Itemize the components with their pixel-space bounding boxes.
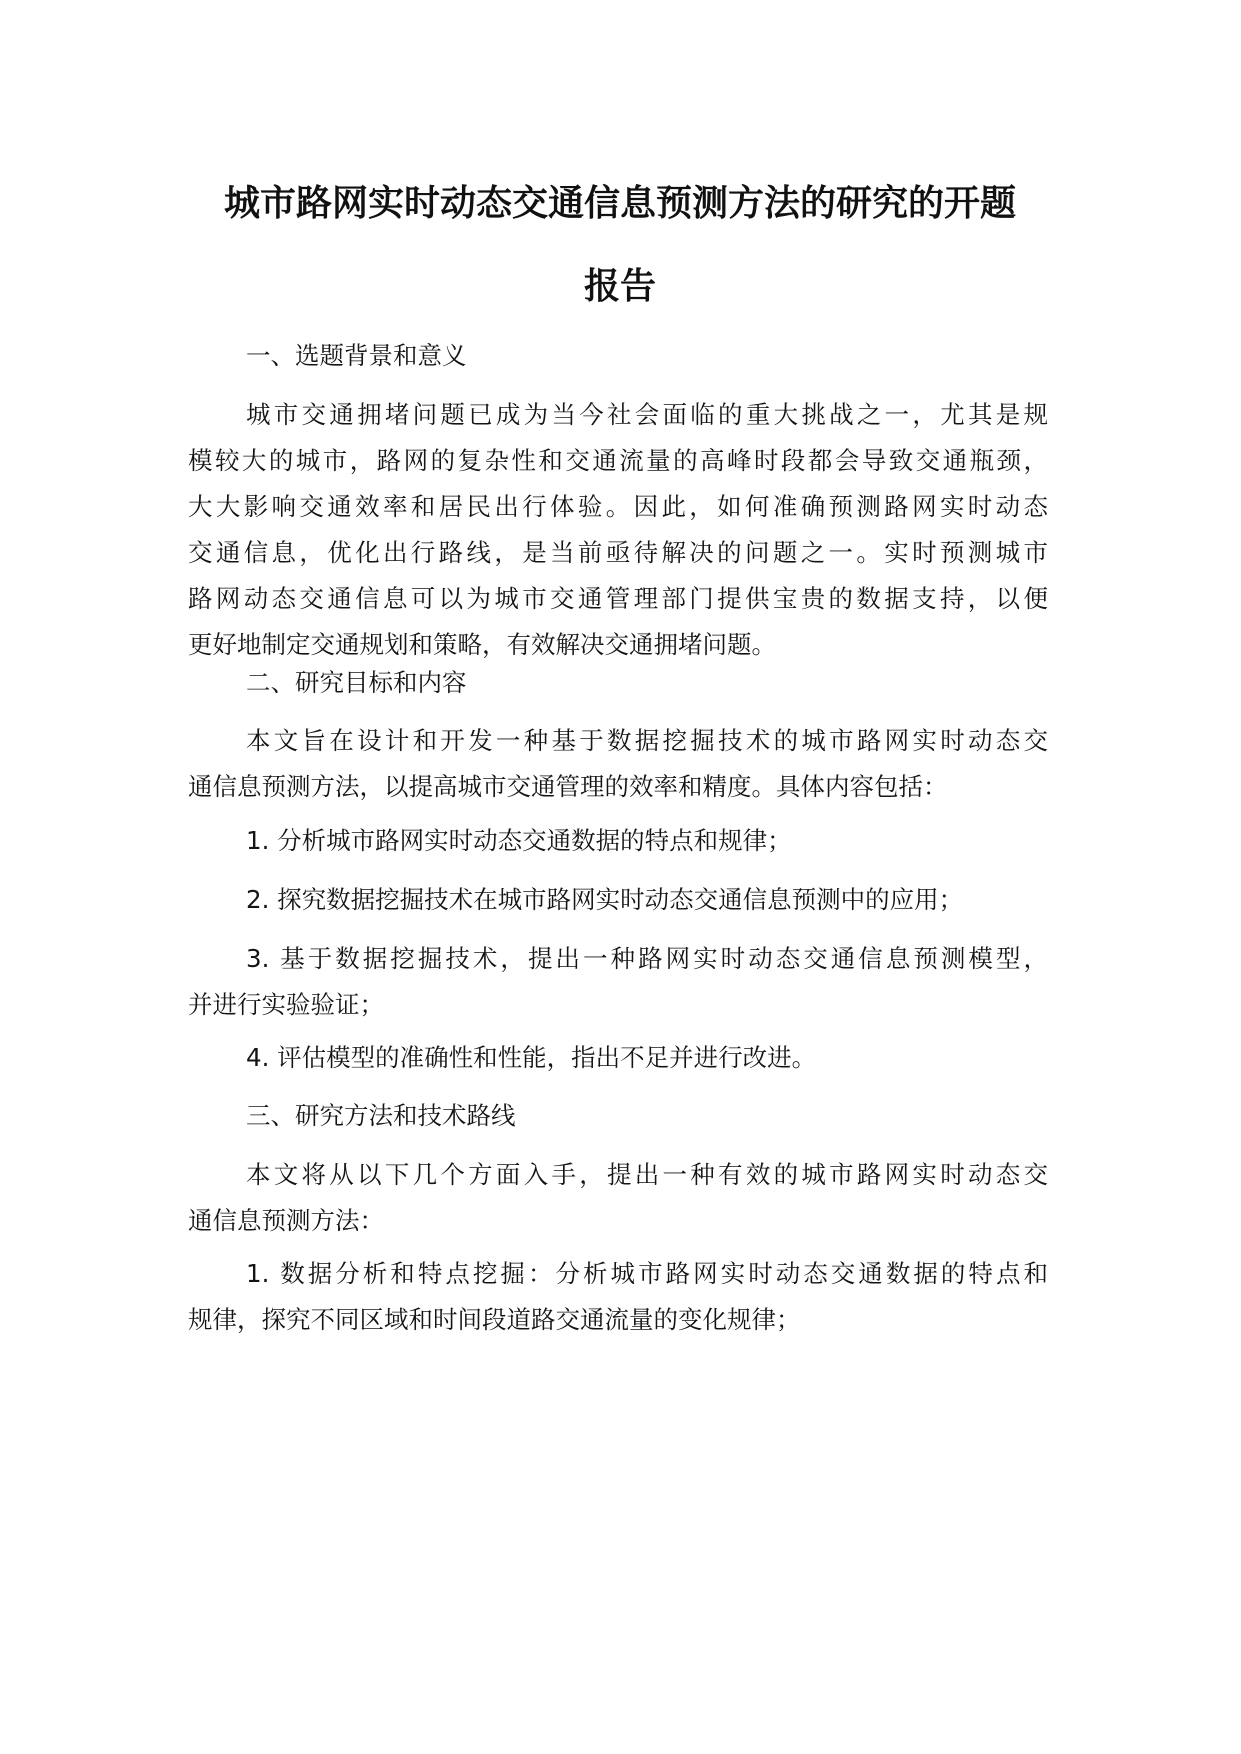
paragraph-line: 3. 基于数据挖掘技术，提出一种路网实时动态交通信息预测模型， — [246, 944, 1048, 973]
paragraph-line: 路网动态交通信息可以为城市交通管理部门提供宝贵的数据支持，以便 — [188, 584, 1048, 613]
paragraph-line: 规律，探究不同区域和时间段道路交通流量的变化规律； — [188, 1305, 801, 1334]
paragraph-line: 大大影响交通效率和居民出行体验。因此，如何准确预测路网实时动态 — [188, 492, 1048, 521]
paragraph-line: 本文旨在设计和开发一种基于数据挖掘技术的城市路网实时动态交 — [246, 726, 1048, 755]
body-paragraph-goals — [188, 718, 1048, 810]
paragraph-line: 交通信息，优化出行路线，是当前亟待解决的问题之一。实时预测城市 — [188, 538, 1048, 567]
paragraph-line: 并进行实验验证； — [188, 990, 384, 1019]
paragraph-line: 1. 分析城市路网实时动态交通数据的特点和规律； — [246, 826, 792, 855]
list-item-goal-2 — [188, 877, 1048, 923]
paragraph-line: 模较大的城市，路网的复杂性和交通流量的高峰时段都会导致交通瓶颈， — [188, 446, 1048, 475]
section-heading-1 — [188, 333, 1048, 379]
list-item-method-1 — [188, 1251, 1048, 1343]
paragraph-line: 2. 探究数据挖掘技术在城市路网实时动态交通信息预测中的应用； — [246, 885, 964, 914]
paragraph-line: 更好地制定交通规划和策略，有效解决交通拥堵问题。 — [188, 630, 776, 659]
paragraph-line: 二、研究目标和内容 — [246, 668, 467, 697]
paragraph-line: 通信息预测方法： — [188, 1206, 384, 1235]
body-paragraph-methods — [188, 1152, 1048, 1244]
paragraph-line: 4. 评估模型的准确性和性能，指出不足并进行改进。 — [246, 1043, 817, 1072]
paragraph-line: 一、选题背景和意义 — [246, 341, 467, 370]
list-item-goal-3 — [188, 936, 1048, 1028]
section-heading-3 — [188, 1093, 1048, 1139]
paragraph-line: 通信息预测方法，以提高城市交通管理的效率和精度。具体内容包括： — [188, 772, 948, 801]
body-paragraph-background — [188, 392, 1048, 668]
list-item-goal-1 — [188, 818, 1048, 864]
section-heading-2 — [188, 660, 1048, 706]
document-title-line-1: 城市路网实时动态交通信息预测方法的研究的开题 — [223, 183, 1016, 224]
paragraph-line: 城市交通拥堵问题已成为当今社会面临的重大挑战之一，尤其是规 — [246, 400, 1048, 429]
list-item-goal-4 — [188, 1035, 1048, 1081]
paragraph-line: 本文将从以下几个方面入手，提出一种有效的城市路网实时动态交 — [246, 1160, 1048, 1189]
paragraph-line: 三、研究方法和技术路线 — [246, 1101, 516, 1130]
document-title-line-2: 报告 — [583, 266, 656, 307]
paragraph-line: 1. 数据分析和特点挖掘：分析城市路网实时动态交通数据的特点和 — [246, 1259, 1048, 1288]
